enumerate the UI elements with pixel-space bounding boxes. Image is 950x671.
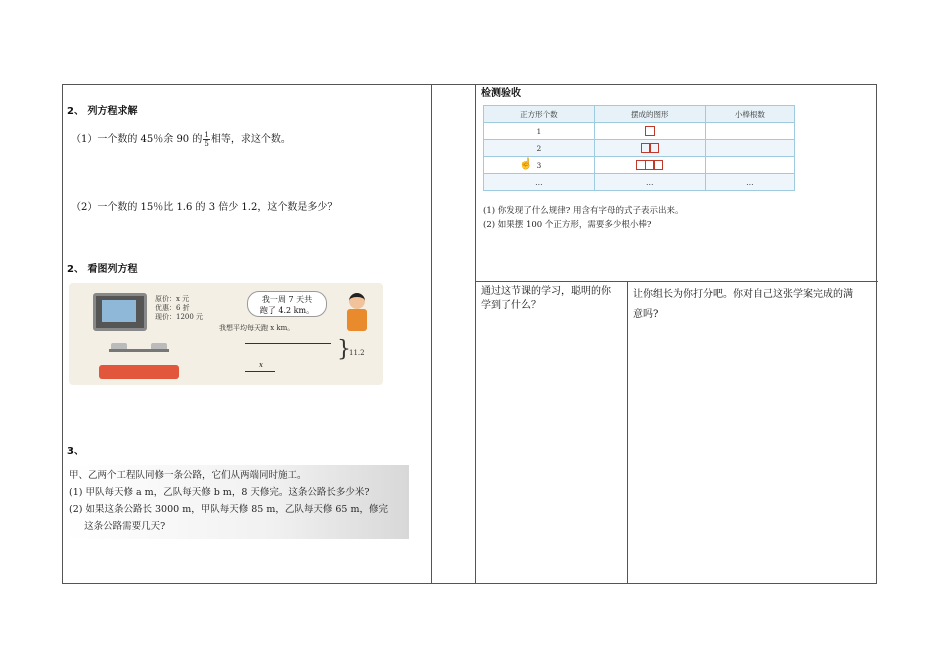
check-question-2: (2) 如果摆 100 个正方形，需要多少根小棒? [483,220,652,230]
segment-label-x: x [259,361,263,369]
tv-icon [93,293,147,331]
section-title-picture: 2、 看图列方程 [67,264,138,275]
segment-line [245,343,331,344]
picture-equation-figure [69,283,383,385]
question-1 [71,131,291,148]
speech-bubble: 我一周 7 天共 跑了 4.2 km。 [247,291,327,317]
question-1-text-end: 相等，求这个数。 [210,134,291,145]
scale-base [99,365,179,379]
question-1-text: （1）一个数的 45％余 90 的 [71,134,203,145]
worksheet-table [62,84,877,584]
brace-icon: } [337,337,351,362]
road-problem-line: (1) 甲队每天修 a m，乙队每天修 b m，8 天修完。这条公路长多少米? [69,487,370,498]
price-info: 原价：x 元 优惠：6 折 现价：1200 元 [155,295,204,321]
table-row: 1 [484,123,795,140]
road-problem-line: (2) 如果这条公路长 3000 m，甲队每天修 85 m，乙队每天修 65 m，修完 [69,504,388,515]
hand-cursor-icon: ☝ [519,157,533,170]
check-section [475,85,878,281]
table-row: 3 [484,157,795,174]
segment-total: 11.2 [349,349,365,357]
section-title-3: 3、 [67,446,84,457]
check-question-1: (1) 你发现了什么规律? 用含有字母的式子表示出来。 [483,206,684,216]
section-title-equations: 2、 列方程求解 [67,106,138,117]
question-2: （2）一个数的 15％比 1.6 的 3 倍少 1.2，这个数是多少？ [71,202,338,213]
fraction: $\frac{1}{5}$ [204,131,209,148]
road-problem-figure [65,465,409,539]
column-divider-3 [627,281,628,583]
balance-scale-icon [109,343,169,365]
score-prompt: 让你组长为你打分吧。你对自己这张学案完成的满 意吗? [633,289,853,320]
row-divider [475,281,878,282]
running-child-icon [345,293,369,335]
table-row: … … … [484,174,795,191]
road-problem-line: 甲、乙两个工程队同修一条公路，它们从两端同时施工。 [69,470,307,481]
square-sticks-table [483,105,795,191]
square-icon [649,143,659,153]
square-icon [645,126,655,136]
segment-line-x [245,371,275,372]
check-title: 检测验收 [481,88,521,99]
table-row: 2 [484,140,795,157]
question-caption: 我想平均每天跑 x km。 [219,324,295,332]
reflection-prompt: 通过这节课的学习，聪明的你 学到了什么？ [481,286,611,311]
table-header-row: 正方形个数 摆成的图形 小棒根数 [484,106,795,123]
column-divider-1 [431,85,432,583]
square-icon [653,160,663,170]
road-problem-line: 这条公路需要几天? [69,521,166,532]
